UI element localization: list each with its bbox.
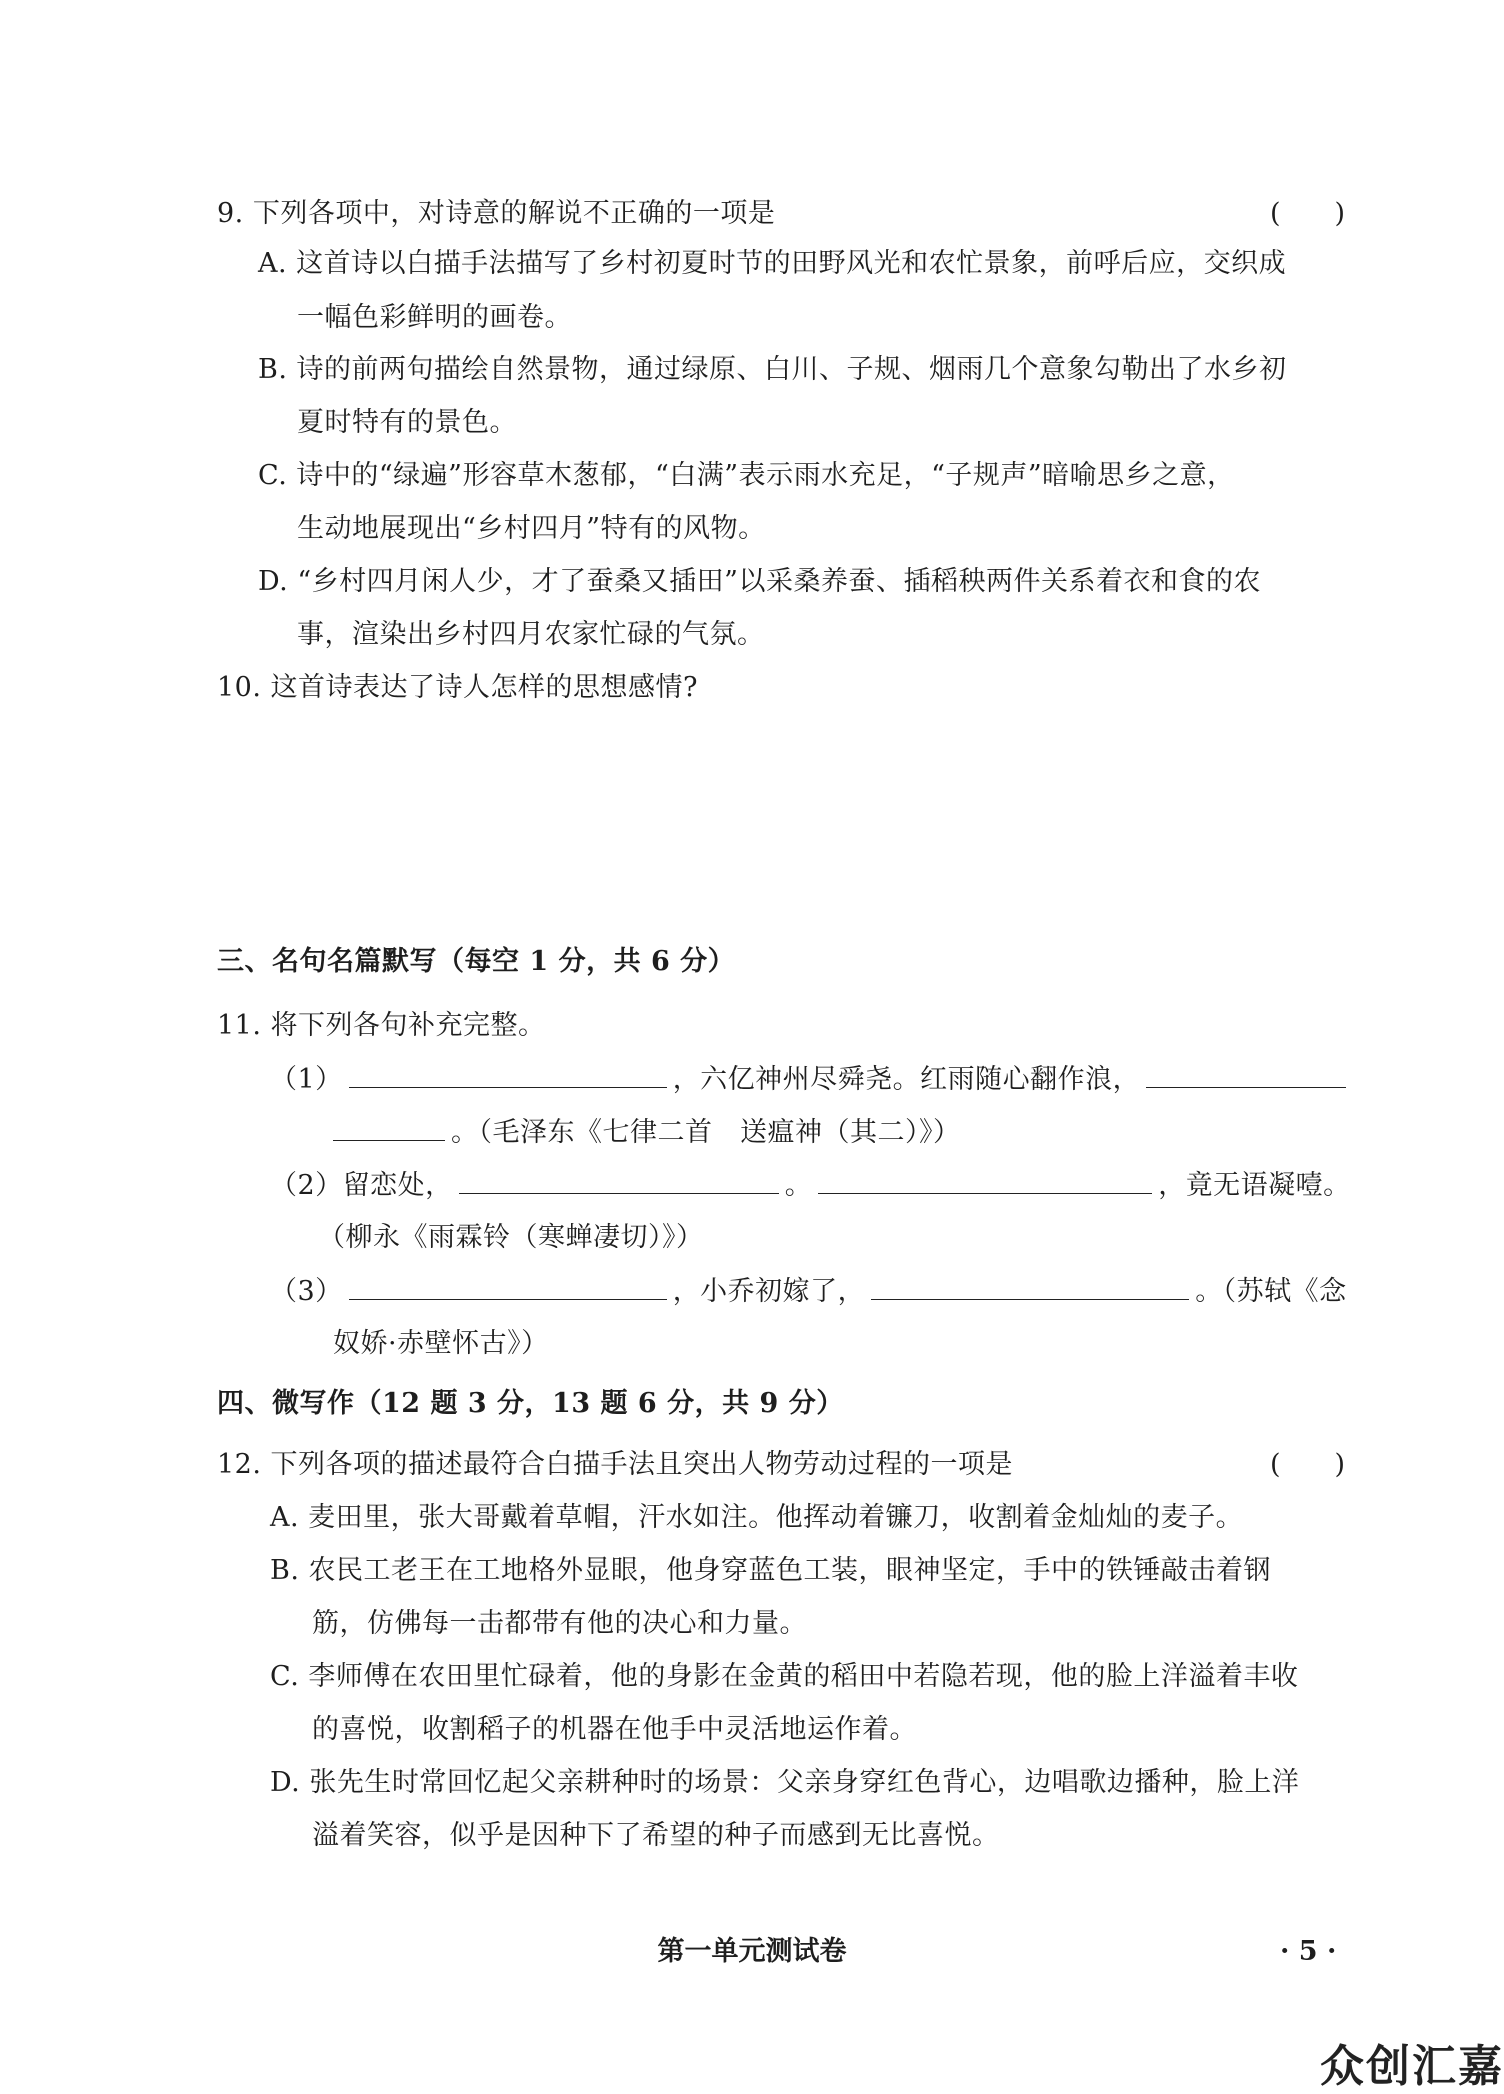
q10-stem: 10. 这首诗表达了诗人怎样的思想感情? — [217, 672, 698, 703]
q11-item1-line1 — [270, 1061, 1352, 1098]
q9-option-b-line1: B. 诗的前两句描绘自然景物，通过绿原、白川、子规、烟雨几个意象勾勒出了水乡初 — [258, 354, 1287, 385]
q11-item2-source: （柳永《雨霖铃（寒蝉凄切）》） — [318, 1222, 704, 1253]
q12-option-d-line1: D. 张先生时常回忆起父亲耕种时的场景：父亲身穿红色背心，边唱歌边播种，脸上洋 — [270, 1767, 1300, 1798]
section4-title: 四、微写作（12 题 3 分，13 题 6 分，共 9 分） — [217, 1388, 844, 1419]
q11-item3-mid: ，小乔初嫁了， — [672, 1276, 866, 1307]
q11-item2-label: （2） — [270, 1170, 343, 1201]
q11-item1-end: 。（毛泽东《七律二首 送瘟神（其二）》） — [451, 1117, 961, 1148]
q9-option-a-line2: 一幅色彩鲜明的画卷。 — [297, 302, 572, 333]
q9-option-c-line1: C. 诗中的“绿遍”形容草木葱郁，“白满”表示雨水充足，“子规声”暗喻思乡之意， — [258, 460, 1235, 491]
page-number: · 5 · — [1280, 1936, 1337, 1967]
q9-option-b-line2: 夏时特有的景色。 — [297, 407, 517, 438]
q11-item3-label: （3） — [270, 1276, 343, 1307]
q12-option-d-line2: 溢着笑容，似乎是因种下了希望的种子而感到无比喜悦。 — [312, 1820, 1000, 1851]
q12-option-b-line1: B. 农民工老王在工地格外显眼，他身穿蓝色工装，眼神坚定，手中的铁锤敲击着钢 — [270, 1555, 1272, 1586]
q11-item2-end: ，竟无语凝噎。 — [1158, 1170, 1351, 1201]
q9-option-c-line2: 生动地展现出“乡村四月”特有的风物。 — [297, 513, 766, 544]
q11-item3-line1 — [270, 1273, 1347, 1310]
footer-title: 第一单元测试卷 — [657, 1936, 847, 1967]
q9-stem: 9. 下列各项中，对诗意的解说不正确的一项是 — [217, 198, 776, 229]
q11-blank-1[interactable] — [349, 1061, 667, 1088]
q9-answer-paren: ( ) — [1270, 198, 1346, 229]
q9-option-d-line1: D. “乡村四月闲人少，才了蚕桑又插田”以采桑养蚕、插稻秧两件关系着衣和食的农 — [258, 566, 1261, 597]
q11-item3-end: 。（苏轼《念 — [1195, 1276, 1347, 1307]
q11-item1-mid: ，六亿神州尽舜尧。红雨随心翻作浪， — [672, 1064, 1141, 1095]
q12-stem: 12. 下列各项的描述最符合白描手法且突出人物劳动过程的一项是 — [217, 1449, 1014, 1480]
q11-item1-line2 — [333, 1114, 961, 1151]
watermark-logo: 众创汇嘉 — [1320, 2041, 1504, 2092]
q11-blank-3[interactable] — [459, 1167, 779, 1194]
q11-item2-mid: 。 — [784, 1170, 813, 1201]
q11-item2-line1 — [270, 1167, 1351, 1204]
q11-item1-label: （1） — [270, 1064, 343, 1095]
q11-blank-2b[interactable] — [333, 1114, 445, 1141]
q12-answer-paren: ( ) — [1270, 1449, 1346, 1480]
q11-blank-6[interactable] — [871, 1273, 1189, 1300]
q11-stem: 11. 将下列各句补充完整。 — [217, 1010, 546, 1041]
q9-option-a-line1: A. 这首诗以白描手法描写了乡村初夏时节的田野风光和农忙景象，前呼后应，交织成 — [258, 248, 1287, 279]
q12-option-b-line2: 筋，仿佛每一击都带有他的决心和力量。 — [312, 1608, 807, 1639]
q12-option-a-line1: A. 麦田里，张大哥戴着草帽，汗水如注。他挥动着镰刀，收割着金灿灿的麦子。 — [270, 1502, 1244, 1533]
q11-blank-4[interactable] — [818, 1167, 1152, 1194]
q11-item3-source: 奴娇·赤壁怀古》） — [333, 1328, 549, 1359]
q12-option-c-line1: C. 李师傅在农田里忙碌着，他的身影在金黄的稻田中若隐若现，他的脸上洋溢着丰收 — [270, 1661, 1299, 1692]
q9-option-d-line2: 事，渲染出乡村四月农家忙碌的气氛。 — [297, 619, 765, 650]
q11-item2-start: 留恋处， — [342, 1170, 453, 1201]
q12-option-c-line2: 的喜悦，收割稻子的机器在他手中灵活地运作着。 — [312, 1714, 917, 1745]
section3-title: 三、名句名篇默写（每空 1 分，共 6 分） — [217, 946, 736, 977]
q11-blank-2a[interactable] — [1146, 1061, 1346, 1088]
q11-blank-5[interactable] — [349, 1273, 667, 1300]
